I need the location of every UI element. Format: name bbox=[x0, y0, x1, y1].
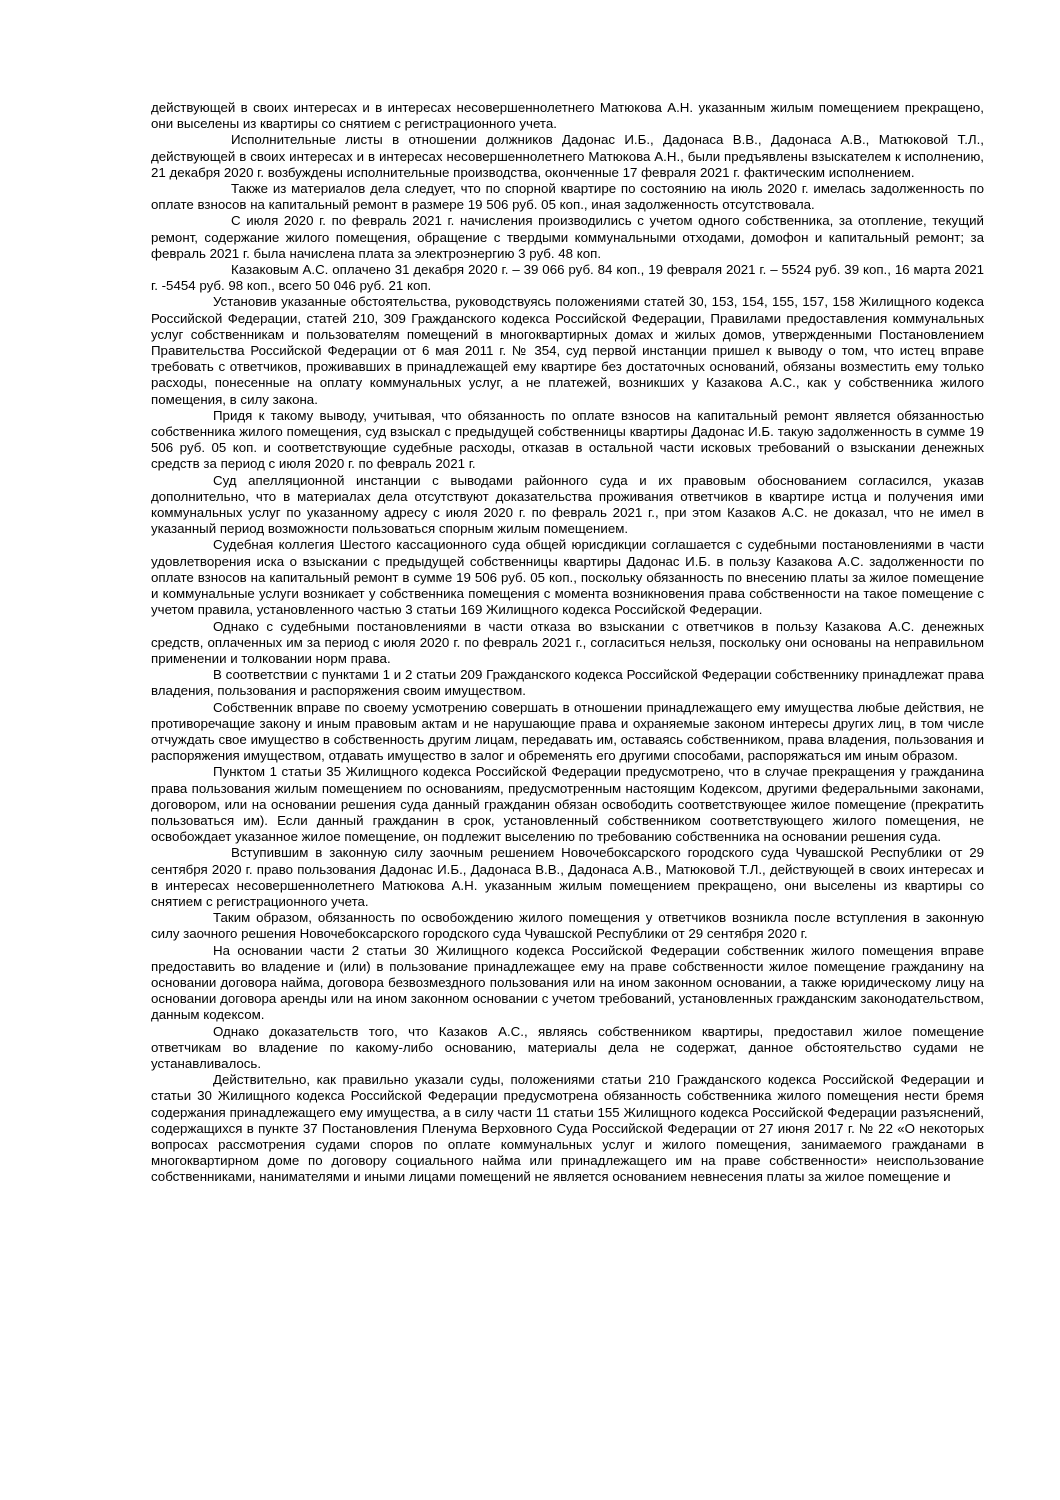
paragraph: На основании части 2 статьи 30 Жилищного кодекса Российской Федерации собственник жилого помещения вправе предоставить во владение и (или) в пользование принадлежащее ему на праве собственности жилое помещение гражданину на основании договора найма, договора безвозмездного пользования или на ином законном основании, а также юридическому лицу на основании договора аренды или на ином законном основании с учетом требований, установленных гражданским законодательством, данным кодексом. bbox=[151, 942, 984, 1023]
paragraph: Таким образом, обязанность по освобождению жилого помещения у ответчиков возникла после вступления в законную силу заочного решения Новочебоксарского городского суда Чувашской Республики от 29 сентября 2020 г. bbox=[151, 910, 984, 942]
paragraph: С июля 2020 г. по февраль 2021 г. начисления производились с учетом одного собственника, за отопление, текущий ремонт, содержание жилого помещения, обращение с твердыми коммунальными отходами, домофон и капитальный ремонт; за февраль 2021 г. была начислена плата за электроэнергию 3 руб. 48 коп. bbox=[151, 213, 984, 261]
paragraph: действующей в своих интересах и в интересах несовершеннолетнего Матюкова А.Н. указанным жилым помещением прекращено, они выселены из квартиры со снятием с регистрационного учета. bbox=[151, 100, 984, 132]
paragraph: Исполнительные листы в отношении должников Дадонас И.Б., Дадонаса В.В., Дадонаса А.В., Матюковой Т.Л., действующей в своих интересах и в интересах несовершеннолетнего Матюкова А.Н., были предъявлены взыскателем к исполнению, 21 декабря 2020 г. возбуждены исполнительные производства, оконченные 17 февраля 2021 г. фактическим исполнением. bbox=[151, 132, 984, 180]
paragraph: Также из материалов дела следует, что по спорной квартире по состоянию на июль 2020 г. имелась задолженность по оплате взносов на капитальный ремонт в размере 19 506 руб. 05 коп., иная задолженность отсутствовала. bbox=[151, 181, 984, 213]
paragraph: Собственник вправе по своему усмотрению совершать в отношении принадлежащего ему имущества любые действия, не противоречащие закону и иным правовым актам и не нарушающие права и охраняемые законом интересы других лиц, в том числе отчуждать свое имущество в собственность другим лицам, передавать им, оставаясь собственником, права владения, пользования и распоряжения имуществом, отдавать имущество в залог и обременять его другими способами, распоряжаться им иным образом. bbox=[151, 699, 984, 764]
paragraph: Суд апелляционной инстанции с выводами районного суда и их правовым обоснованием согласился, указав дополнительно, что в материалах дела отсутствуют доказательства проживания ответчиков в квартире истца и получения ими коммунальных услуг по указанному адресу с июля 2020 г. по февраль 2021 г., при этом Казаков А.С. не доказал, что не имел в указанный период возможности пользоваться спорным жилым помещением. bbox=[151, 472, 984, 537]
paragraph: В соответствии с пунктами 1 и 2 статьи 209 Гражданского кодекса Российской Федерации собственнику принадлежат права владения, пользования и распоряжения своим имуществом. bbox=[151, 667, 984, 699]
paragraph: Действительно, как правильно указали суды, положениями статьи 210 Гражданского кодекса Российской Федерации и статьи 30 Жилищного кодекса Российской Федерации предусмотрена обязанность собственника жилого помещения нести бремя содержания принадлежащего ему имущества, а в силу части 11 статьи 155 Жилищного кодекса Российской Федерации разъяснений, содержащихся в пункте 37 Постановления Пленума Верховного Суда Российской Федерации от 27 июня 2017 г. № 22 «О некоторых вопросах рассмотрения судами споров по оплате коммунальных услуг и жилого помещения, занимаемого гражданами в многоквартирном доме по договору социального найма или принадлежащего им на праве собственности» неиспользование собственниками, нанимателями и иными лицами помещений не является основанием невнесения платы за жилое помещение и bbox=[151, 1072, 984, 1185]
paragraph: Пунктом 1 статьи 35 Жилищного кодекса Российской Федерации предусмотрено, что в случае прекращения у гражданина права пользования жилым помещением по основаниям, предусмотренным настоящим Кодексом, другими федеральными законами, договором, или на основании решения суда данный гражданин обязан освободить соответствующее жилое помещение (прекратить пользоваться им). Если данный гражданин в срок, установленный собственником соответствующего жилого помещения, не освобождает указанное жилое помещение, он подлежит выселению по требованию собственника на основании решения суда. bbox=[151, 764, 984, 845]
paragraph: Однако с судебными постановлениями в части отказа во взыскании с ответчиков в пользу Казакова А.С. денежных средств, оплаченных им за период с июля 2020 г. по февраль 2021 г., согласиться нельзя, поскольку они основаны на неправильном применении и толковании норм права. bbox=[151, 618, 984, 666]
document-body bbox=[151, 100, 984, 1186]
paragraph: Установив указанные обстоятельства, руководствуясь положениями статей 30, 153, 154, 155, 157, 158 Жилищного кодекса Российской Федерации, статей 210, 309 Гражданского кодекса Российской Федерации, Правилами предоставления коммунальных услуг собственникам и пользователям помещений в многоквартирных домах и жилых домов, утвержденными Постановлением Правительства Российской Федерации от 6 мая 2011 г. № 354, суд первой инстанции пришел к выводу о том, что истец вправе требовать с ответчиков, проживавших в принадлежащей ему квартире без достаточных оснований, обязаны возместить ему только расходы, понесенные на оплату коммунальных услуг, а не платежей, возникших у Казакова А.С., как у собственника жилого помещения, в силу закона. bbox=[151, 294, 984, 407]
paragraph: Судебная коллегия Шестого кассационного суда общей юрисдикции соглашается с судебными постановлениями в части удовлетворения иска о взыскании с предыдущей собственницы квартиры Дадонас И.Б. в пользу Казакова А.С. задолженности по оплате взносов на капитальный ремонт в сумме 19 506 руб. 05 коп., поскольку обязанность по внесению платы за жилое помещение и коммунальные услуги возникает у собственника помещения с момента возникновения права собственности на такое помещение с учетом правила, установленного частью 3 статьи 169 Жилищного кодекса Российской Федерации. bbox=[151, 537, 984, 618]
paragraph: Придя к такому выводу, учитывая, что обязанность по оплате взносов на капитальный ремонт является обязанностью собственника жилого помещения, суд взыскал с предыдущей собственницы квартиры Дадонас И.Б. такую задолженность в сумме 19 506 руб. 05 коп. и соответствующие судебные расходы, отказав в остальной части исковых требований о взыскании денежных средств за период с июля 2020 г. по февраль 2021 г. bbox=[151, 407, 984, 472]
paragraph: Однако доказательств того, что Казаков А.С., являясь собственником квартиры, предоставил жилое помещение ответчикам во владение по какому-либо основанию, материалы дела не содержат, данное обстоятельство судами не устанавливалось. bbox=[151, 1023, 984, 1071]
paragraph: Казаковым А.С. оплачено 31 декабря 2020 г. – 39 066 руб. 84 коп., 19 февраля 2021 г. – 5524 руб. 39 коп., 16 марта 2021 г. -5454 руб. 98 коп., всего 50 046 руб. 21 коп. bbox=[151, 262, 984, 294]
paragraph: Вступившим в законную силу заочным решением Новочебоксарского городского суда Чувашской Республики от 29 сентября 2020 г. право пользования Дадонас И.Б., Дадонаса В.В., Дадонаса А.В., Матюковой Т.Л., действующей в своих интересах и в интересах несовершеннолетнего Матюкова А.Н. указанным жилым помещением прекращено, они выселены из квартиры со снятием с регистрационного учета. bbox=[151, 845, 984, 909]
